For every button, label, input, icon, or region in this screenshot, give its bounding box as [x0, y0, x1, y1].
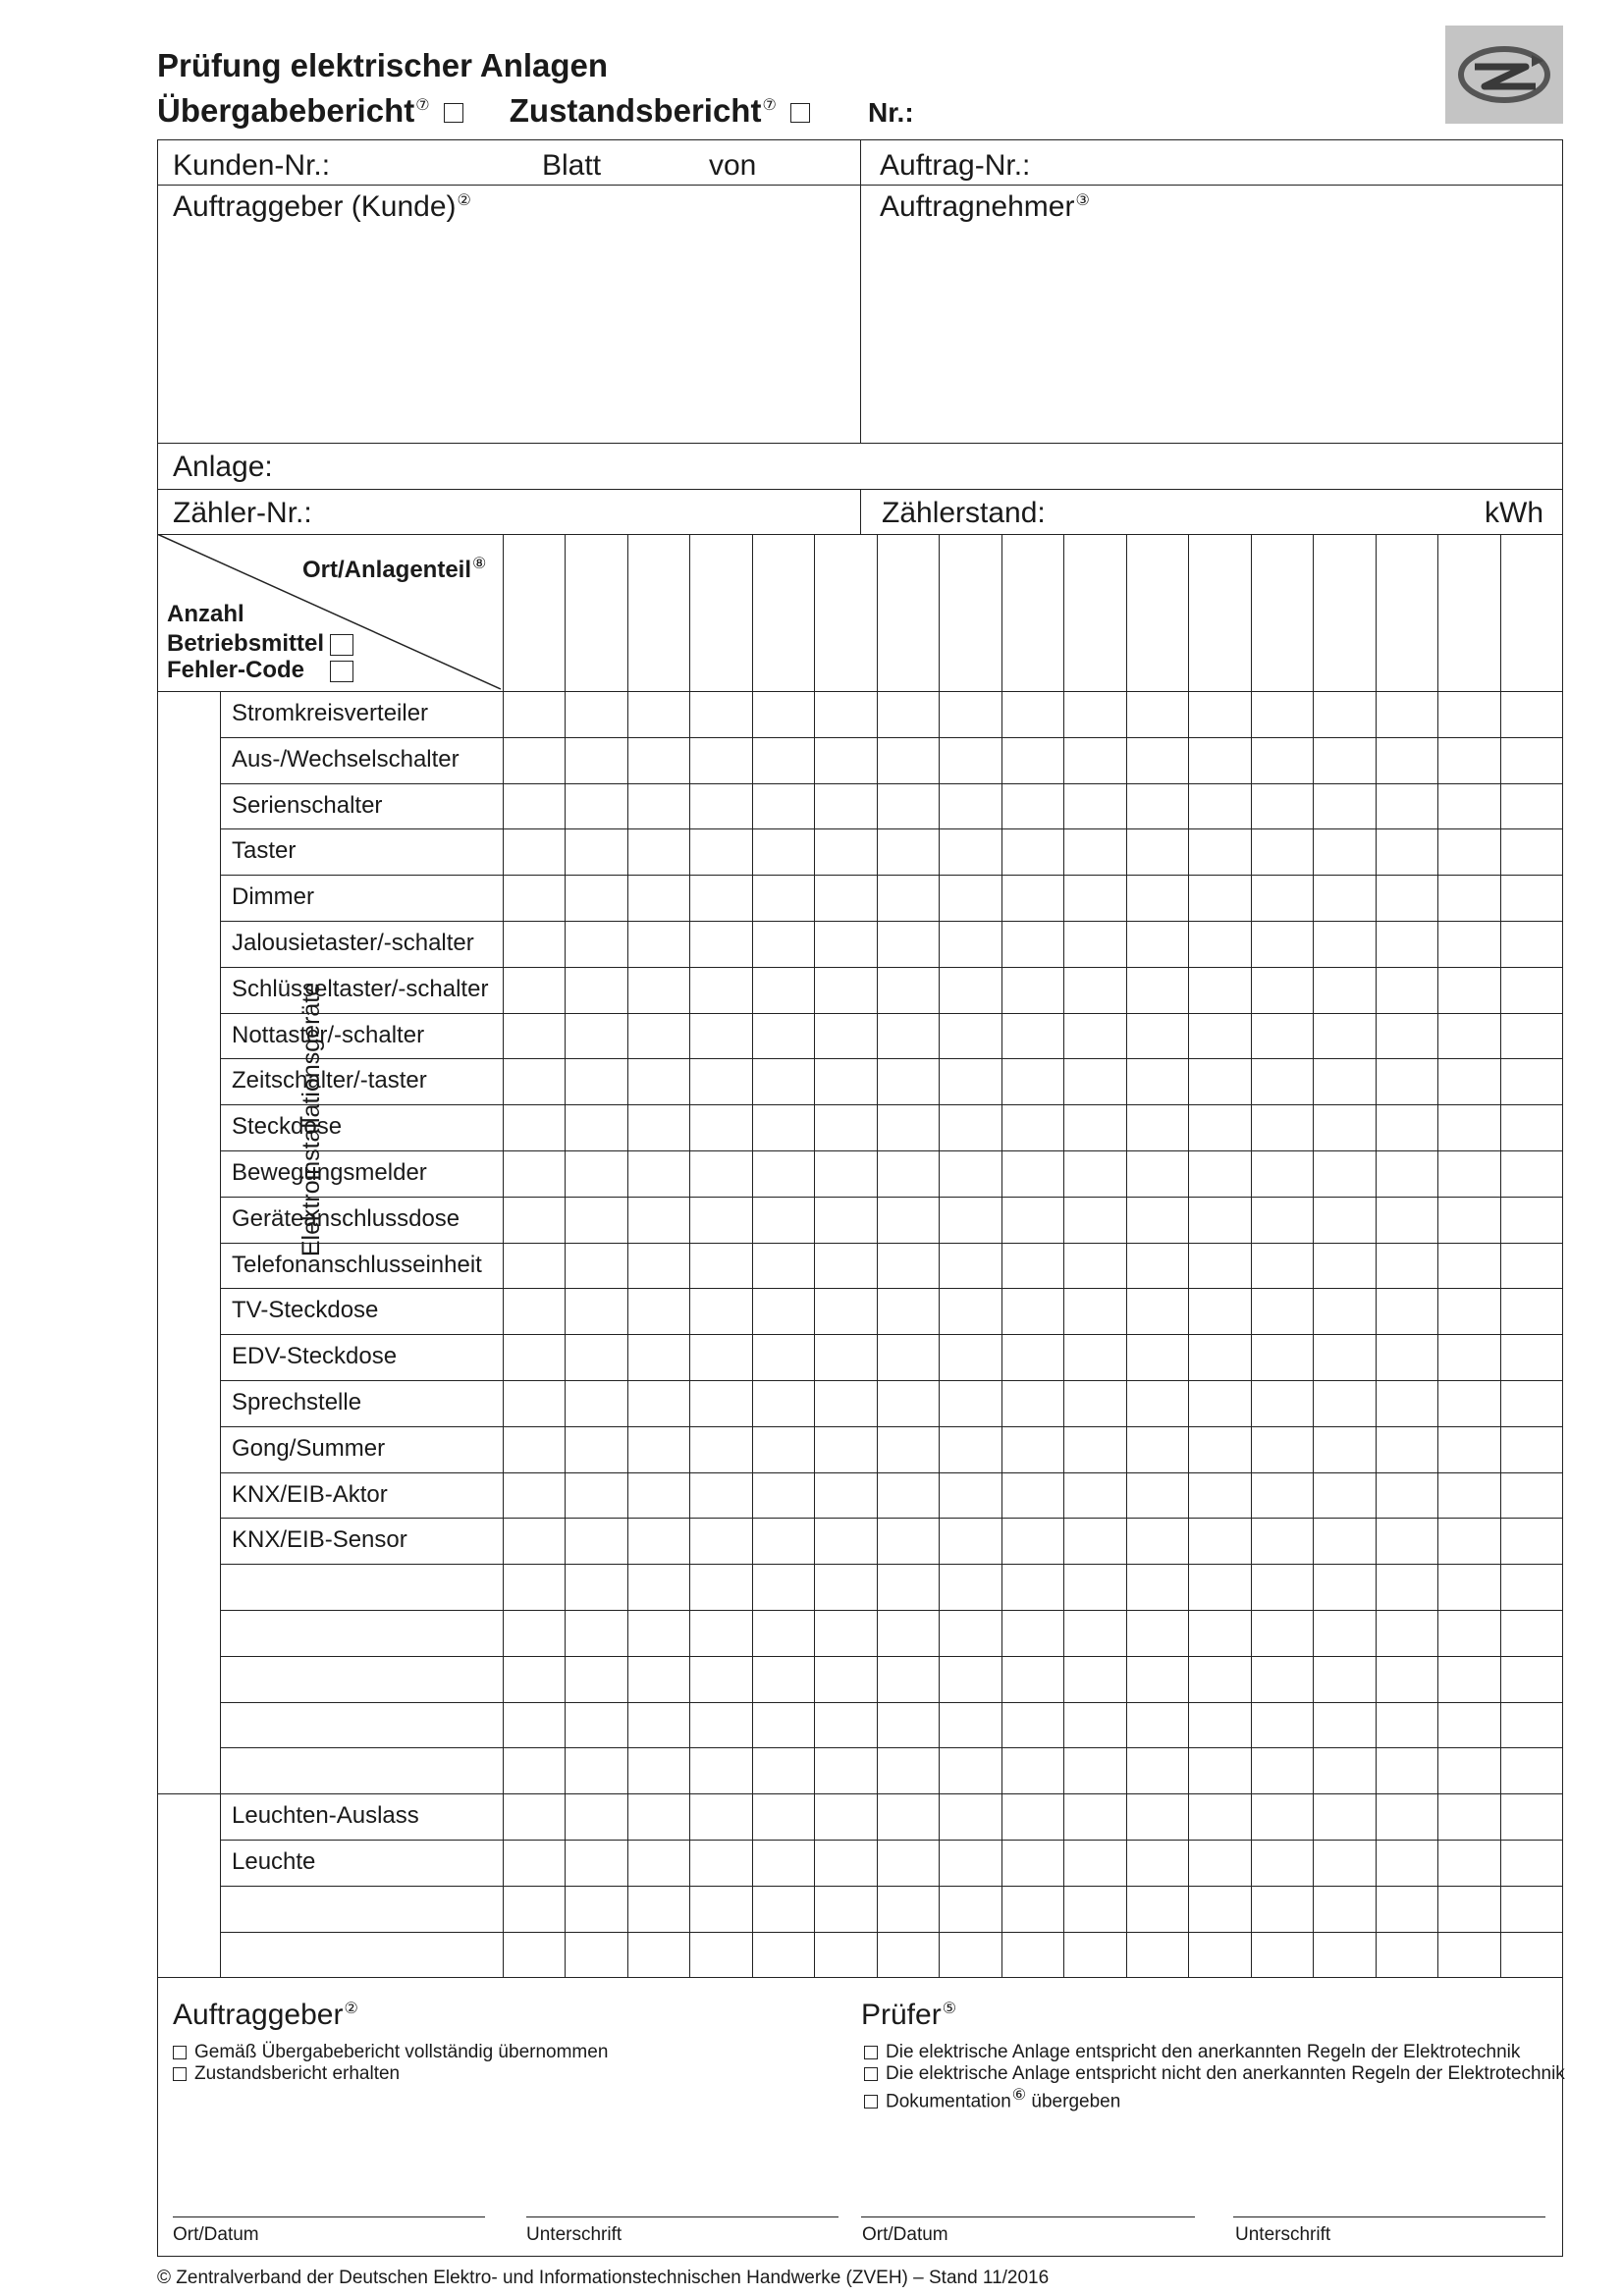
anzahl-label: Anzahl: [167, 601, 244, 627]
unterschrift-left: Unterschrift: [526, 2224, 622, 2245]
blatt-label: Blatt: [542, 149, 602, 182]
betriebsmittel-label: [167, 630, 353, 658]
table-row-label: Telefonanschlusseinheit: [232, 1252, 482, 1278]
fehler-code-text: Fehler-Code: [167, 657, 305, 683]
kunden-nr-label: Kunden-Nr.:: [173, 149, 331, 182]
pruefer-sign-text: Prüfer: [861, 1999, 942, 2031]
form-frame: [157, 139, 1563, 2257]
report-type-uebergabe: [157, 92, 463, 130]
footnote-ref: ⑦: [762, 97, 777, 114]
uebergabe-checkbox[interactable]: [444, 103, 463, 123]
nr-label: Nr.:: [867, 97, 914, 128]
right-option-1-text: Die elektrische Anlage entspricht den anerkannten Regeln der Elektrotechnik: [886, 2042, 1521, 2062]
table-row-label: Zeitschalter/-taster: [232, 1067, 427, 1094]
right-option-1-checkbox[interactable]: [864, 2046, 878, 2059]
table-row-label: EDV-Steckdose: [232, 1343, 398, 1369]
copyright-footer: © Zentralverband der Deutschen Elektro- und Informationstechnischen Handwerke (ZVEH) – Stand 11/2016: [157, 2268, 1050, 2288]
footnote-ref: ⑧: [472, 556, 487, 572]
page-title: Prüfung elektrischer Anlagen: [157, 47, 609, 83]
report-type-uebergabe-label: Übergabebericht: [157, 92, 415, 129]
table-row-label: Jalousietaster/-schalter: [232, 930, 474, 956]
footnote-ref: ②: [344, 2001, 358, 2017]
table-row-label: Serienschalter: [232, 792, 383, 819]
table-row-label: Dimmer: [232, 883, 314, 910]
table-row-label: KNX/EIB-Sensor: [232, 1526, 407, 1553]
zustand-checkbox[interactable]: [790, 103, 810, 123]
footnote-ref: ⑥: [1011, 2087, 1027, 2104]
footnote-ref: ⑦: [415, 97, 430, 114]
zaehler-nr-label: Zähler-Nr.:: [173, 497, 312, 529]
footnote-ref: ③: [1075, 192, 1090, 209]
divider: [157, 443, 1563, 444]
table-row-label: Gong/Summer: [232, 1435, 386, 1462]
table-row-label: Leuchte: [232, 1848, 316, 1875]
signature-line: [1233, 2216, 1545, 2217]
signature-line: [526, 2216, 839, 2217]
divider: [860, 139, 861, 443]
fehler-code-label: [167, 657, 353, 684]
report-type-zustand: [510, 92, 810, 130]
betriebsmittel-text: Betriebsmittel: [167, 630, 325, 657]
anlage-label: Anlage:: [173, 451, 273, 483]
zveh-e-logo-icon: [1445, 26, 1563, 124]
report-type-row: [157, 92, 914, 130]
right-option-2-checkbox[interactable]: [864, 2067, 878, 2081]
table-row-label: Steckdose: [232, 1113, 343, 1140]
left-option-2: [173, 2063, 400, 2085]
right-option-3-text-end: übergeben: [1031, 2091, 1121, 2112]
unterschrift-right: Unterschrift: [1235, 2224, 1331, 2245]
right-option-2-text: Die elektrische Anlage entspricht nicht den anerkannten Regeln der Elektrotechnik: [886, 2063, 1565, 2084]
table-row-label: Sprechstelle: [232, 1389, 362, 1415]
footnote-ref: ⑤: [942, 2001, 957, 2017]
auftragnehmer-text: Auftragnehmer: [880, 190, 1075, 223]
report-type-zustand-label: Zustandsbericht: [509, 92, 762, 129]
ort-datum-right: Ort/Datum: [862, 2224, 948, 2245]
auftraggeber-text: Auftraggeber (Kunde): [173, 190, 457, 223]
auftraggeber-label: [173, 190, 471, 224]
left-option-1-text: Gemäß Übergabebericht vollständig übernommen: [194, 2042, 609, 2062]
footnote-ref: ②: [457, 192, 471, 209]
right-option-3-text: Dokumentation: [886, 2091, 1011, 2112]
pruefer-sign-title: [861, 1999, 956, 2032]
right-option-3-checkbox[interactable]: [864, 2095, 878, 2109]
table-row-label: Bewegungsmelder: [232, 1159, 427, 1186]
betriebsmittel-checkbox[interactable]: [330, 634, 353, 656]
auftrag-nr-label: Auftrag-Nr.:: [880, 149, 1031, 182]
fehler-code-checkbox[interactable]: [330, 661, 353, 682]
table-row-label: KNX/EIB-Aktor: [232, 1481, 388, 1508]
table-row-label: Stromkreisverteiler: [232, 700, 429, 726]
ort-anlagenteil-label: [302, 554, 486, 584]
divider: [860, 489, 861, 534]
table-row-label: Leuchten-Auslass: [232, 1802, 419, 1829]
left-option-2-text: Zustandsbericht erhalten: [194, 2063, 401, 2084]
right-option-1: [864, 2042, 1520, 2063]
left-option-2-checkbox[interactable]: [173, 2067, 187, 2081]
auftraggeber-sign-text: Auftraggeber: [173, 1999, 344, 2031]
right-option-2: [864, 2063, 1565, 2085]
auftraggeber-sign-title: [173, 1999, 358, 2032]
kwh-label: kWh: [1485, 497, 1543, 529]
table-row-label: Aus-/Wechselschalter: [232, 746, 460, 773]
table-row-label: TV-Steckdose: [232, 1297, 379, 1323]
von-label: von: [709, 149, 757, 182]
signature-line: [861, 2216, 1195, 2217]
table-row-label: Schlüsseltaster/-schalter: [232, 976, 489, 1002]
left-option-1-checkbox[interactable]: [173, 2046, 187, 2059]
right-option-3: [864, 2085, 1120, 2112]
table-row-label: Taster: [232, 837, 297, 864]
left-option-1: [173, 2042, 608, 2063]
category-elektroinstallationsgeraete: Elektroinstallationsgeräte: [298, 982, 326, 1257]
ort-anlagenteil-text: Ort/Anlagenteil: [302, 557, 472, 583]
table-row-label: Geräteanschlussdose: [232, 1205, 460, 1232]
signature-line: [173, 2216, 485, 2217]
ort-datum-left: Ort/Datum: [173, 2224, 259, 2245]
table-row-label: Nottaster/-schalter: [232, 1022, 425, 1048]
auftragnehmer-label: [880, 190, 1090, 224]
zaehlerstand-label: Zählerstand:: [882, 497, 1046, 529]
